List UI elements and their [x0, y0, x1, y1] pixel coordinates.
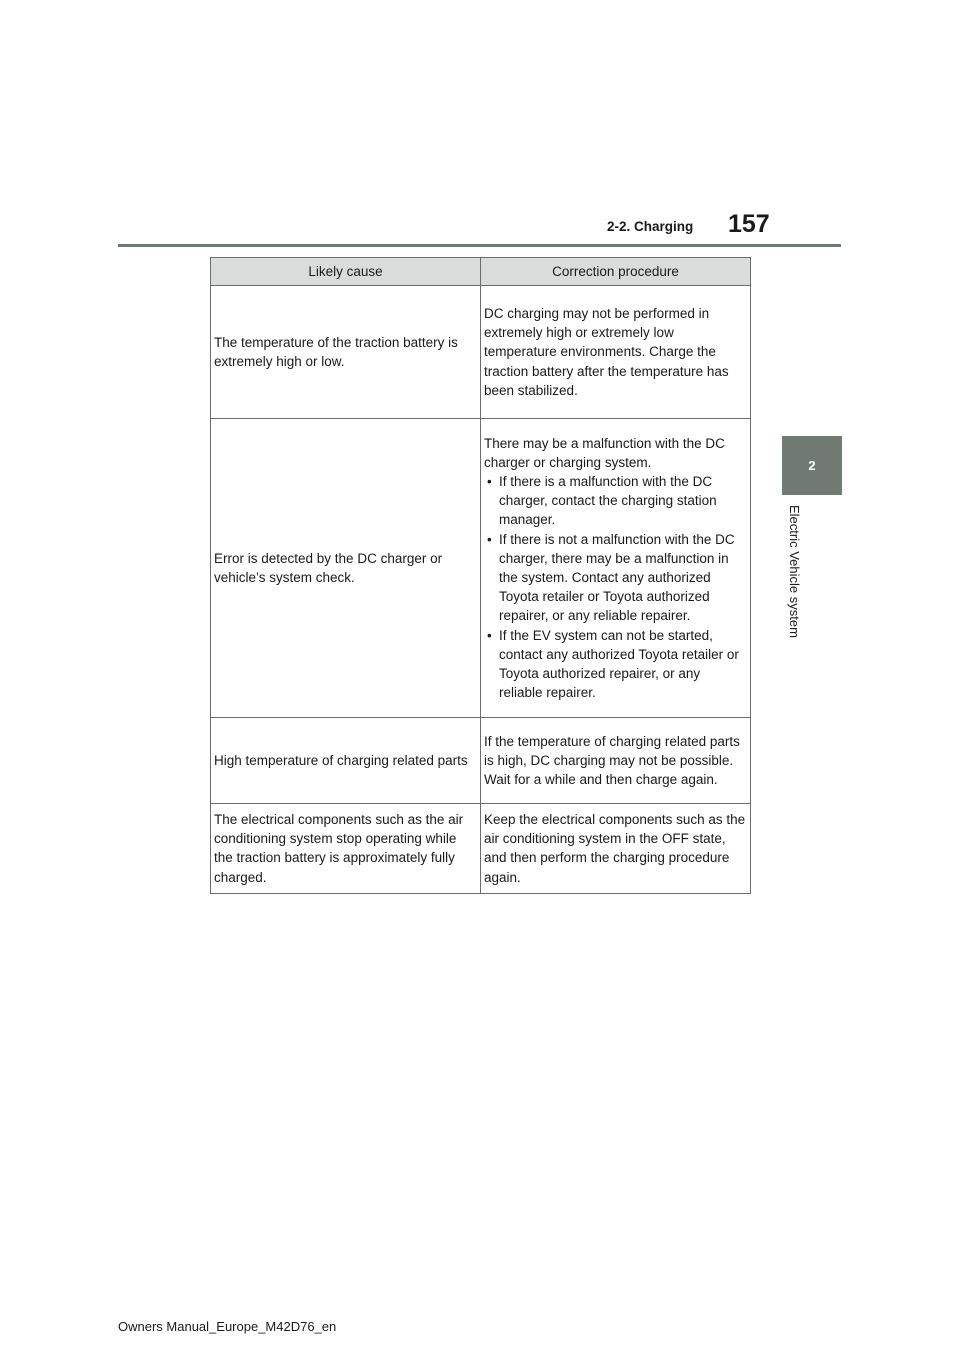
table-row: [211, 718, 751, 804]
list-item: • If the EV system can not be started, contact any authorized Toyota retailer or Toyota authorized repairer, or any reliable repairer.: [484, 626, 747, 703]
procedure-cell: [481, 419, 751, 718]
section-heading: 2-2. Charging: [607, 219, 694, 234]
procedure-cell: If the temperature of charging related parts is high, DC charging may not be possible. Wait for a while and then charge again.: [481, 718, 751, 804]
table-row: [211, 419, 751, 718]
table-header-row: [211, 258, 751, 286]
column-header-correction-procedure: Correction procedure: [481, 258, 751, 286]
chapter-tab: [782, 436, 842, 495]
chapter-number: 2: [808, 458, 816, 473]
cause-cell: Error is detected by the DC charger or vehicle’s system check.: [211, 419, 481, 718]
list-item: • If there is a malfunction with the DC charger, contact the charging station manager.: [484, 472, 747, 530]
procedure-cell: Keep the electrical components such as the air conditioning system in the OFF state, and then perform the charging procedure again.: [481, 804, 751, 894]
footer-manual-id: Owners Manual_Europe_M42D76_en: [118, 1319, 337, 1334]
column-header-likely-cause: Likely cause: [211, 258, 481, 286]
procedure-cell: DC charging may not be performed in extremely high or extremely low temperature environments. Charge the traction battery after the temperature has been stabilized.: [481, 286, 751, 419]
cause-cell: The temperature of the traction battery is extremely high or low.: [211, 286, 481, 419]
list-item: • If there is not a malfunction with the DC charger, there may be a malfunction in the system. Contact any authorized Toyota retailer or Toyota authorized repairer, or any reliable repairer.: [484, 530, 747, 626]
header-rule: [118, 244, 841, 247]
chapter-title: Electric Vehicle system: [787, 505, 802, 638]
procedure-bullet-list: [484, 472, 747, 702]
table-row: [211, 804, 751, 894]
page-number: 157: [728, 210, 770, 238]
cause-cell: The electrical components such as the air conditioning system stop operating while the traction battery is approximately fully charged.: [211, 804, 481, 894]
procedure-intro: There may be a malfunction with the DC charger or charging system.: [484, 435, 725, 470]
cause-cell: High temperature of charging related parts: [211, 718, 481, 804]
table-row: [211, 286, 751, 419]
troubleshooting-table: [210, 257, 751, 894]
